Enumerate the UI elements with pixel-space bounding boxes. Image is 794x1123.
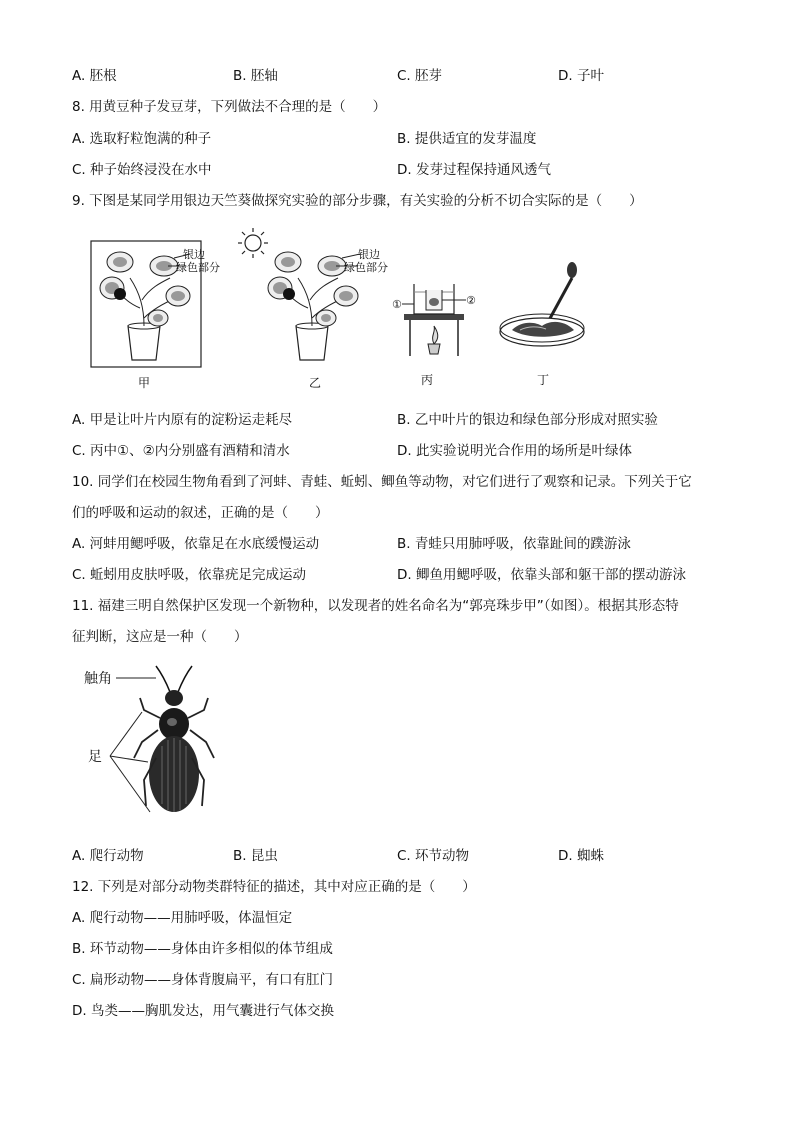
q9-figure-yi (262, 238, 362, 368)
q11-label-antenna: 触角 (84, 671, 112, 687)
q9-caption-yi: 乙 (309, 376, 322, 390)
q9-option-a: A. 甲是让叶片内原有的淀粉运走耗尽 (72, 412, 293, 428)
q9-caption-ding: 丁 (537, 373, 550, 387)
q9-figure-bing (390, 278, 480, 360)
q11-option-a: A. 爬行动物 (72, 848, 144, 864)
q8-option-d: D. 发芽过程保持通风透气 (397, 162, 551, 178)
q8-option-b: B. 提供适宜的发芽温度 (397, 131, 537, 147)
q7-option-a: A. 胚根 (72, 68, 117, 84)
q9-stem: 9. 下图是某同学用银边天竺葵做探究实验的部分步骤，有关实验的分析不切合实际的是（ ） (72, 193, 643, 209)
q10-option-c: C. 蚯蚓用皮肤呼吸，依靠疣足完成运动 (72, 567, 307, 583)
q12-stem: 12. 下列是对部分动物类群特征的描述，其中对应正确的是（ ） (72, 879, 476, 895)
q12-option-b: B. 环节动物——身体由许多相似的体节组成 (72, 941, 333, 957)
q11-label-leg: 足 (88, 749, 102, 765)
q10-option-b: B. 青蛙只用肺呼吸，依靠趾间的蹼游泳 (397, 536, 631, 552)
q10-stem-line2: 们的呼吸和运动的叙述，正确的是（ ） (72, 505, 329, 521)
q12-option-a: A. 爬行动物——用肺呼吸，体温恒定 (72, 910, 293, 926)
q8-option-c: C. 种子始终浸没在水中 (72, 162, 212, 178)
q10-option-d: D. 鲫鱼用鳃呼吸，依靠头部和躯干部的摆动游泳 (397, 567, 686, 583)
q9-option-b: B. 乙中叶片的银边和绿色部分形成对照实验 (397, 412, 658, 428)
q9-label-green-part-2: 绿色部分 (344, 261, 388, 274)
q9-label-circle1: ① (392, 298, 402, 311)
q12-option-d: D. 鸟类——胸肌发达，用气囊进行气体交换 (72, 1003, 334, 1019)
q9-caption-bing: 丙 (421, 373, 434, 387)
q11-stem-line1: 11. 福建三明自然保护区发现一个新物种，以发现者的姓名命名为“郭亮珠步甲”（如图）。根据其形态特 (72, 598, 679, 614)
q8-option-a: A. 选取籽粒饱满的种子 (72, 131, 212, 147)
q9-caption-jia: 甲 (138, 376, 151, 390)
q11-beetle-figure (100, 662, 230, 832)
q8-stem: 8. 用黄豆种子发豆芽，下列做法不合理的是（ ） (72, 99, 387, 115)
q10-option-a: A. 河蚌用鳃呼吸，依靠足在水底缓慢运动 (72, 536, 320, 552)
q9-figure-ding (498, 262, 590, 354)
q12-option-c: C. 扁形动物——身体背腹扁平，有口有肛门 (72, 972, 334, 988)
q10-stem-line1: 10. 同学们在校园生物角看到了河蚌、青蛙、蚯蚓、鲫鱼等动物，对它们进行了观察和记录。下列关于它 (72, 474, 692, 490)
q11-option-b: B. 昆虫 (233, 848, 278, 864)
q7-option-b: B. 胚轴 (233, 68, 278, 84)
q9-label-circle2: ② (466, 294, 476, 307)
q7-option-d: D. 子叶 (558, 68, 604, 84)
q7-option-c: C. 胚芽 (397, 68, 443, 84)
q9-label-silver-edge-1: 银边 (183, 248, 205, 261)
q11-stem-line2: 征判断，这应是一种（ ） (72, 629, 248, 645)
q9-label-silver-edge-2: 银边 (358, 248, 380, 261)
q9-option-c: C. 丙中①、②内分别盛有酒精和清水 (72, 443, 290, 459)
q9-label-green-part-1: 绿色部分 (176, 261, 220, 274)
q9-option-d: D. 此实验说明光合作用的场所是叶绿体 (397, 443, 632, 459)
q11-option-d: D. 蜘蛛 (558, 848, 604, 864)
q11-option-c: C. 环节动物 (397, 848, 470, 864)
